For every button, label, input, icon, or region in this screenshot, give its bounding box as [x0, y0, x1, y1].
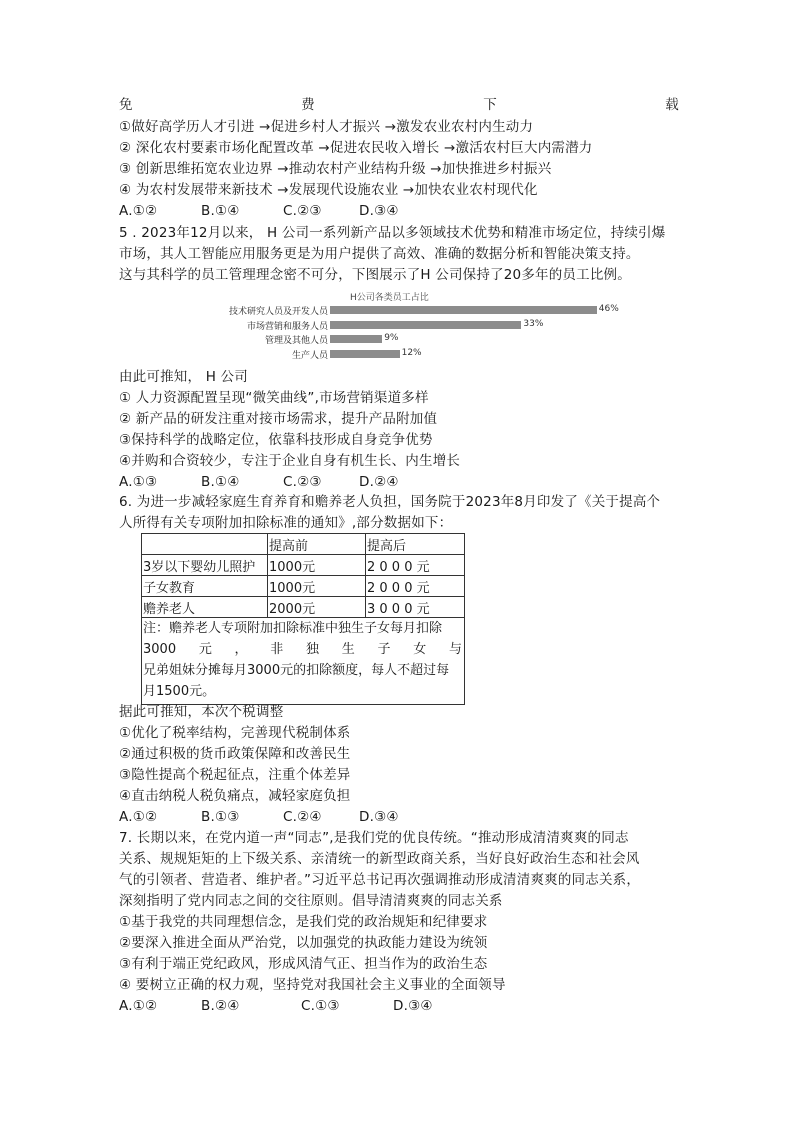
- q6-choices: [119, 807, 679, 827]
- bar-value-label: 46%: [598, 304, 619, 314]
- table-cell: 子女教育: [142, 576, 268, 597]
- bar-value-label: 33%: [523, 318, 544, 329]
- deduction-table: [141, 533, 465, 705]
- table-cell: 3岁以下婴幼儿照护: [142, 555, 268, 576]
- q7-stem: 气的引领者、营造者、维护者。”习近平总书记再次强调推动形成清清爽爽的同志关系，: [119, 872, 641, 888]
- table-cell: 2000元: [268, 597, 366, 618]
- table-cell: 2 0 0 0 元: [366, 576, 465, 597]
- q6-stem: 人所得有关专项附加扣除标准的通知》,部分数据如下：: [119, 515, 453, 531]
- q7-option: ③有利于端正党纪政风，形成风清气正、担当作为的政治生态: [119, 956, 488, 972]
- choice: B.①④: [201, 474, 240, 490]
- chart-title: H公司各类员工占比: [350, 293, 429, 303]
- table-note-row: [142, 618, 465, 705]
- bar-category-label: 市场营销和服务人员: [246, 321, 328, 332]
- table-header-cell: [142, 534, 268, 555]
- q4-option: ④ 为农村发展带来新技术 →发展现代设施农业 →加快农业农村现代化: [119, 182, 538, 198]
- bar: [330, 350, 400, 358]
- table-row: [142, 576, 465, 597]
- table-cell: 2 0 0 0 元: [366, 555, 465, 576]
- bar-category-label: 技术研究人员及开发人员: [228, 307, 328, 317]
- table-header-cell: 提高后: [366, 534, 465, 555]
- q5-stem: 市场，其人工智能应用服务更是为用户提供了高效、准确的数据分析和智能决策支持。: [119, 246, 640, 262]
- bar: [330, 321, 521, 329]
- q5-option: ④并购和合资较少，专注于企业自身有机生长、内生增长: [119, 453, 461, 469]
- note-word: 非: [270, 642, 284, 657]
- note-word: ，: [234, 642, 248, 657]
- table-row: [142, 555, 465, 576]
- q6-option: ①优化了税率结构，完善现代税制体系: [119, 725, 351, 741]
- table-cell: 赡养老人: [142, 597, 268, 618]
- note-line: 兄弟姐妹分摊每月3000元的扣除额度，每人不超过每: [143, 663, 450, 678]
- q5-stem: 5 . 2023年12月以来， H 公司一系列新产品以多领域技术优势和精准市场定位，持续引爆: [119, 225, 666, 241]
- q6-option: ④直击纳税人税负痛点，减轻家庭负担: [119, 788, 351, 804]
- q7-stem: 关系、规规矩矩的上下级关系、亲清统一的新型政商关系，当好良好政治生态和社会风: [119, 851, 640, 867]
- header-char: 免: [119, 97, 133, 113]
- choice: B.②④: [201, 998, 240, 1014]
- table-header-row: [142, 534, 465, 555]
- choice: A.①②: [119, 998, 158, 1014]
- note-line: [143, 639, 462, 660]
- q5-lead: 由此可推知， H 公司: [119, 369, 248, 385]
- q4-option: ② 深化农村要素市场化配置改革 →促进农民收入增长 →激活农村巨大内需潜力: [119, 140, 593, 156]
- choice: D.②④: [359, 474, 399, 490]
- page-header: [119, 95, 679, 115]
- q5-option: ① 人力资源配置呈现“微笑曲线”,市场营销渠道多样: [119, 390, 429, 406]
- q4-option: ③ 创新思维拓宽农业边界 →推动农村产业结构升级 →加快推进乡村振兴: [119, 161, 552, 177]
- q7-option: ④ 要树立正确的权力观，坚持党对我国社会主义事业的全面领导: [119, 977, 506, 993]
- choice: B.①③: [201, 809, 240, 825]
- q7-stem: 深刻指明了党内同志之间的交往原则。倡导清清爽爽的同志关系: [119, 893, 503, 909]
- choice: D.③④: [359, 203, 399, 219]
- choice: D.③④: [359, 809, 399, 825]
- note-word: 女: [413, 642, 427, 657]
- table-cell: 3 0 0 0 元: [366, 597, 465, 618]
- note-word: 子: [377, 642, 391, 657]
- q6-option: ③隐性提高个税起征点，注重个体差异: [119, 767, 351, 783]
- choice: A.①③: [119, 474, 158, 490]
- table-note: [142, 618, 465, 705]
- choice: C.②④: [283, 809, 322, 825]
- note-line: 月1500元。: [143, 684, 216, 699]
- choice: C.②③: [283, 474, 322, 490]
- table-cell: 1000元: [268, 576, 366, 597]
- q7-stem: 7. 长期以来，在党内道一声“同志”,是我们党的优良传统。“推动形成清清爽爽的同志: [119, 830, 629, 846]
- choice: C.①③: [301, 998, 340, 1014]
- q4-choices: [119, 201, 679, 221]
- q7-choices: [119, 996, 679, 1016]
- q5-stem: 这与其科学的员工管理理念密不可分，下图展示了H 公司保持了20多年的员工比例。: [119, 267, 631, 283]
- bar: [330, 335, 382, 343]
- table-cell: 1000元: [268, 555, 366, 576]
- header-char: 费: [301, 97, 315, 113]
- bar-value-label: 12%: [401, 347, 422, 358]
- q5-option: ② 新产品的研发注重对接市场需求，提升产品附加值: [119, 411, 438, 427]
- q6-lead: 据此可推知，本次个税调整: [119, 704, 284, 720]
- note-word: 与: [448, 642, 462, 657]
- bar-category-label: 生产人员: [291, 350, 328, 361]
- choice: A.①②: [119, 809, 158, 825]
- note-word: 独: [306, 642, 320, 657]
- q5-choices: [119, 472, 679, 492]
- choice: B.①④: [201, 203, 240, 219]
- employee-ratio-chart: [200, 290, 619, 365]
- header-char: 下: [483, 97, 497, 113]
- q6-stem: 6. 为进一步减轻家庭生育养育和赡养老人负担，国务院于2023年8月印发了《关于提高个: [119, 494, 661, 510]
- note-word: 3000: [143, 642, 177, 657]
- table-header-cell: 提高前: [268, 534, 366, 555]
- bar-value-label: 9%: [384, 333, 399, 343]
- q5-option: ③保持科学的战略定位，依靠科技形成自身竞争优势: [119, 432, 433, 448]
- bar-category-label: 管理及其他人员: [264, 336, 328, 346]
- choice: A.①②: [119, 203, 158, 219]
- q7-option: ②要深入推进全面从严治党，以加强党的执政能力建设为统领: [119, 935, 488, 951]
- q7-option: ①基于我党的共同理想信念，是我们党的政治规矩和纪律要求: [119, 914, 488, 930]
- note-word: 生: [341, 642, 355, 657]
- q6-option: ②通过积极的货币政策保障和改善民生: [119, 746, 351, 762]
- note-line: 注：赡养老人专项附加扣除标准中独生子女每月扣除: [143, 621, 443, 636]
- choice: D.③④: [393, 998, 433, 1014]
- note-word: 元: [198, 642, 212, 657]
- q4-option: ①做好高学历人才引进 →促进乡村人才振兴 →激发农业农村内生动力: [119, 119, 534, 135]
- choice: C.②③: [283, 203, 322, 219]
- bar: [330, 306, 597, 314]
- table-row: [142, 597, 465, 618]
- header-char: 载: [665, 97, 679, 113]
